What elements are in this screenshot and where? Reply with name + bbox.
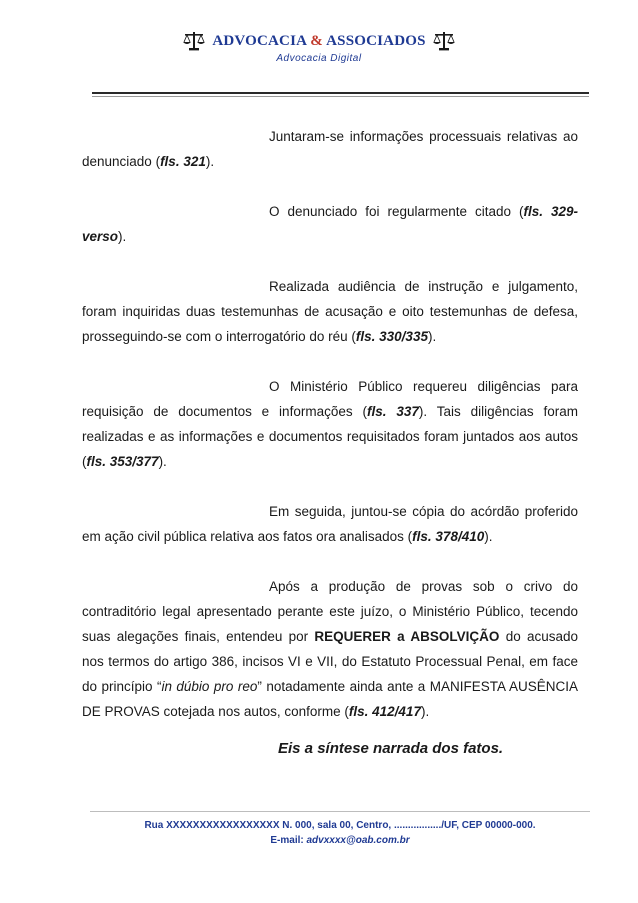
letterhead [0, 30, 638, 64]
footer-email-line: E-mail: advxxxx@oab.com.br [270, 835, 410, 846]
paragraph-2: O denunciado foi regularmente citado (fls. 329-verso). [82, 204, 578, 244]
paragraph-6: Após a produção de provas sob o crivo do contraditório legal apresentado perante este juízo, o Ministério Público, tecendo suas alegações finais, entendeu por REQUERER a ABSOLVIÇÃO do acusado nos termos do artigo 386, incisos VI e VII, do Estatuto Processual Penal, em face do princípio “in dúbio pro reo” notadamente ainda ante a MANIFESTA AUSÊNCIA DE PROVAS cotejada nos autos, conforme (fls. 412/417). [82, 579, 578, 719]
paragraph-1: Juntaram-se informações processuais relativas ao denunciado (fls. 321). [82, 129, 578, 169]
page-reference: fls. 337 [366, 404, 419, 419]
page-reference: fls. 353/377 [86, 454, 159, 469]
paragraph-5: Em seguida, juntou-se cópia do acórdão proferido em ação civil pública relativa aos fatos ora analisados (fls. 378/410). [82, 504, 578, 544]
page-reference: fls. 321 [160, 154, 206, 169]
page-reference: fls. 329-verso [82, 204, 578, 244]
tagline: Advocacia Digital [276, 53, 362, 64]
scales-of-justice-icon [432, 30, 456, 52]
brand [0, 30, 638, 52]
document-body [82, 124, 578, 761]
footer [80, 818, 600, 848]
page-reference: fls. 412/417 [348, 704, 421, 719]
page-reference: fls. 330/335 [355, 329, 428, 344]
latin-phrase: in dúbio pro reo [161, 679, 258, 694]
header-divider-thin [92, 96, 589, 97]
page-reference: fls. 378/410 [412, 529, 485, 544]
paragraph-3: Realizada audiência de instrução e julgamento, foram inquiridas duas testemunhas de acusação e oito testemunhas de defesa, prosseguindo-se com o interrogatório do réu (fls. 330/335). [82, 279, 578, 344]
brand-name: ADVOCACIA & ASSOCIADOS [212, 32, 426, 49]
header-divider [92, 92, 589, 94]
emphasis-request: REQUERER a ABSOLVIÇÃO [314, 629, 500, 644]
closing-statement: Eis a síntese narrada dos fatos. [278, 740, 504, 757]
footer-divider [90, 811, 590, 812]
email-link[interactable]: advxxxx@oab.com.br [306, 835, 410, 846]
footer-address: Rua XXXXXXXXXXXXXXXXX N. 000, sala 00, Centro, ................./UF, CEP 00000-000. [144, 820, 536, 831]
paragraph-4: O Ministério Público requereu diligências para requisição de documentos e informações (fls. 337). Tais diligências foram realizadas e as informações e documentos requisitados foram juntados aos autos (fls. 353/377). [82, 379, 579, 469]
scales-of-justice-icon [182, 30, 206, 52]
